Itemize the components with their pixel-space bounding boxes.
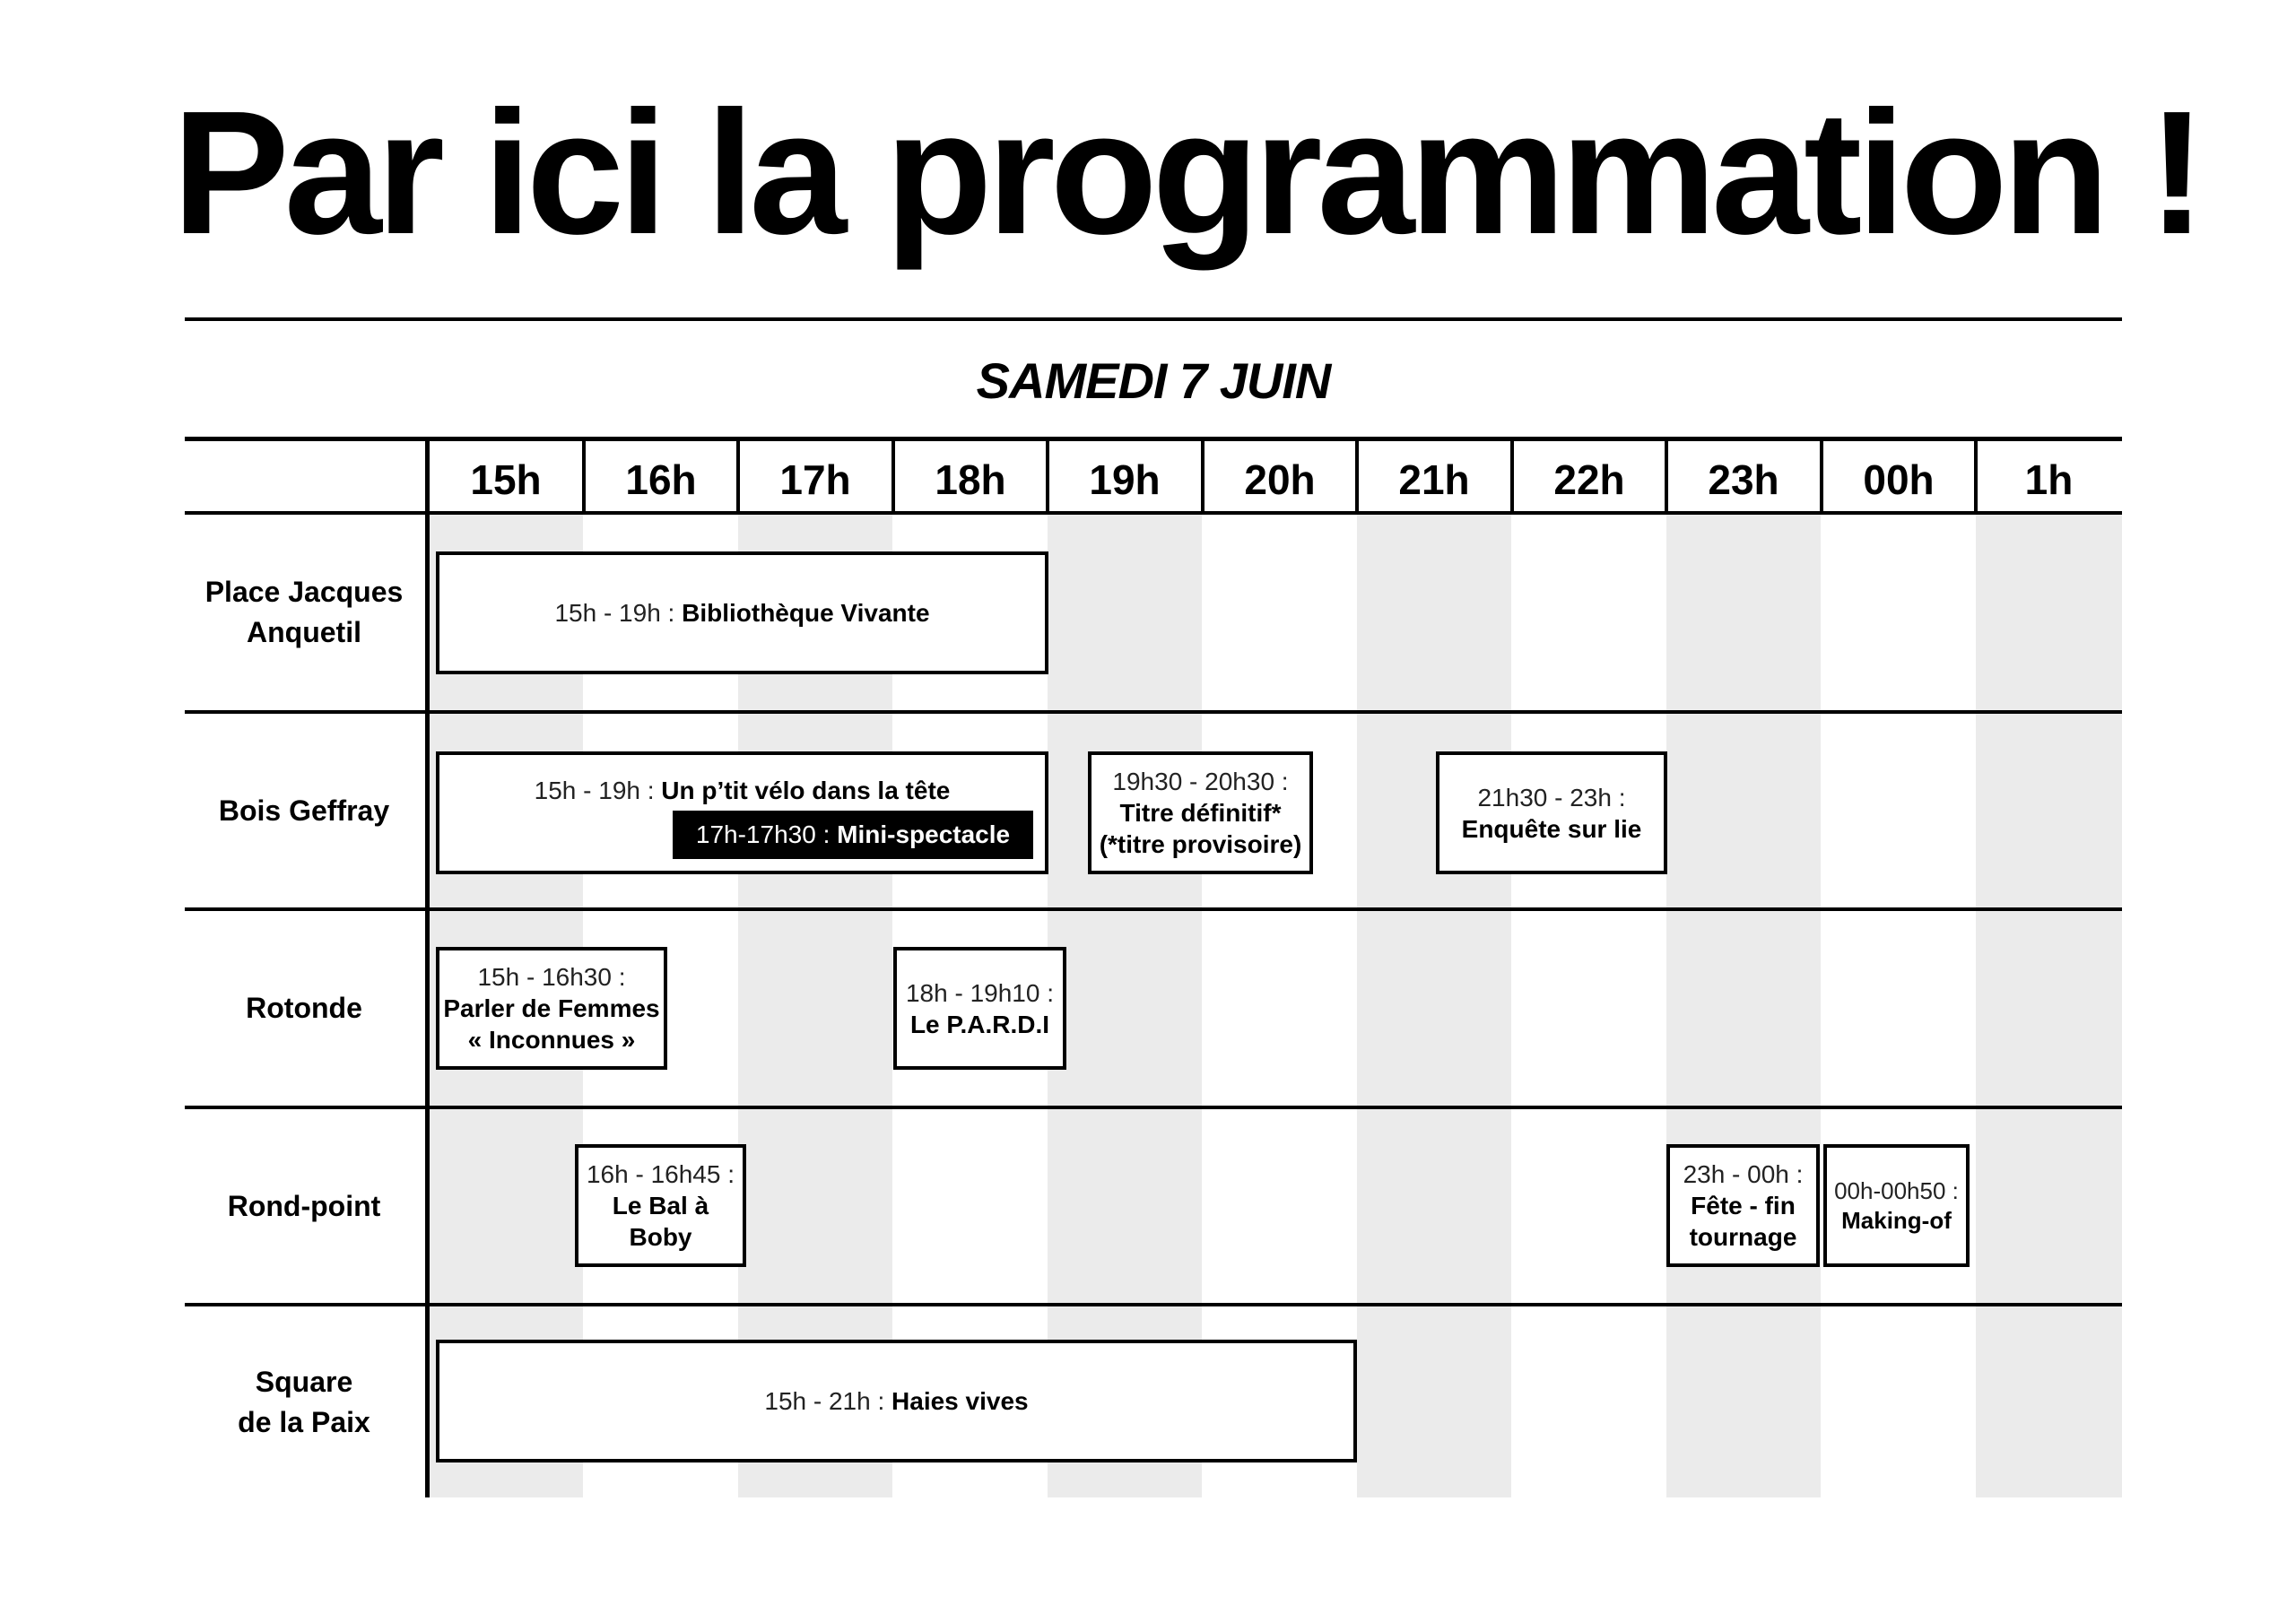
hour-label-21h: 21h (1398, 456, 1470, 503)
day-heading: SAMEDI 7 JUIN (976, 352, 1331, 409)
event-name: Enquête sur lie (1461, 814, 1642, 843)
column-stripe (1976, 515, 2122, 1497)
venue-square-de-la-paix (185, 1306, 423, 1497)
event-note: (*titre provisoire) (1099, 830, 1302, 858)
event-le-pardi (893, 947, 1066, 1070)
event-name: Fête - fin (1691, 1192, 1796, 1219)
header-top-rule (185, 437, 2122, 441)
venue-column-divider (425, 437, 430, 1497)
venue-line: Rond-point (227, 1189, 381, 1222)
event-name: Making-of (1841, 1206, 1952, 1234)
hour-label-23h: 23h (1708, 456, 1779, 503)
event-time: 18h - 19h10 : (905, 978, 1055, 1007)
event-time: 15h - 19h : (554, 599, 675, 627)
hour-label-22h: 22h (1553, 456, 1625, 503)
event-bibliotheque-vivante (436, 551, 1048, 674)
title-divider (185, 317, 2122, 321)
event-time: 16h - 16h45 : (586, 1160, 735, 1188)
venue-line: Bois Geffray (218, 794, 390, 827)
event-name: Parler de Femmes (443, 994, 660, 1022)
event-name-line2: « Inconnues » (467, 1026, 636, 1054)
event-name: Mini-spectacle (837, 820, 1011, 848)
hour-label-19h: 19h (1089, 456, 1161, 503)
event-name-line2: tournage (1689, 1223, 1797, 1251)
event-time: 19h30 - 20h30 : (1112, 768, 1289, 795)
hour-label-20h: 20h (1244, 456, 1316, 503)
hour-label-18h: 18h (935, 456, 1006, 503)
event-le-bal-a-boby (575, 1144, 746, 1267)
event-name: Un p’tit vélo dans la tête (661, 777, 951, 804)
event-name: Le P.A.R.D.I (909, 1010, 1050, 1038)
venue-rotonde (185, 911, 423, 1106)
column-stripe (1666, 515, 1821, 1497)
event-titre-definitif (1088, 751, 1313, 874)
event-enquete-sur-lie (1436, 751, 1667, 874)
venue-rond-point (185, 1109, 423, 1303)
venue-line: de la Paix (238, 1405, 370, 1438)
venue-bois-geffray (185, 714, 423, 907)
event-mini-spectacle (673, 811, 1033, 859)
event-time: 15h - 19h : (534, 777, 655, 804)
page-title: Par ici la programmation ! (172, 74, 2201, 271)
event-making-of (1823, 1144, 1970, 1267)
venue-line: Rotonde (246, 992, 362, 1025)
event-time: 15h - 16h30 : (477, 963, 626, 991)
event-time: 17h-17h30 : (695, 820, 831, 848)
event-name: Haies vives (891, 1387, 1029, 1415)
row-divider (185, 907, 2122, 911)
event-time: 23h - 00h : (1683, 1160, 1804, 1188)
hour-label-17h: 17h (779, 456, 851, 503)
hour-label-15h: 15h (470, 456, 542, 503)
event-time: 21h30 - 23h : (1477, 783, 1626, 812)
event-fete-fin-tournage (1666, 1144, 1820, 1267)
row-divider (185, 1106, 2122, 1109)
hour-label-1h: 1h (2024, 456, 2074, 503)
hour-label-16h: 16h (625, 456, 697, 503)
event-name: Titre définitif* (1119, 799, 1282, 827)
venue-line: Anquetil (247, 616, 361, 648)
row-divider (185, 1303, 2122, 1306)
event-time: 15h - 21h : (764, 1387, 885, 1415)
row-divider (185, 710, 2122, 714)
venue-line: Place Jacques (204, 576, 404, 609)
event-name: Le Bal à Boby (612, 1192, 709, 1251)
venue-place-jacques-anquetil (185, 515, 423, 710)
event-haies-vives (436, 1340, 1357, 1462)
event-name: Bibliothèque Vivante (682, 599, 930, 627)
event-parler-de-femmes (436, 947, 667, 1070)
hour-label-00h: 00h (1863, 456, 1935, 503)
venue-line: Square (255, 1365, 353, 1398)
event-time: 00h-00h50 : (1834, 1177, 1959, 1204)
column-stripe (1357, 515, 1511, 1497)
